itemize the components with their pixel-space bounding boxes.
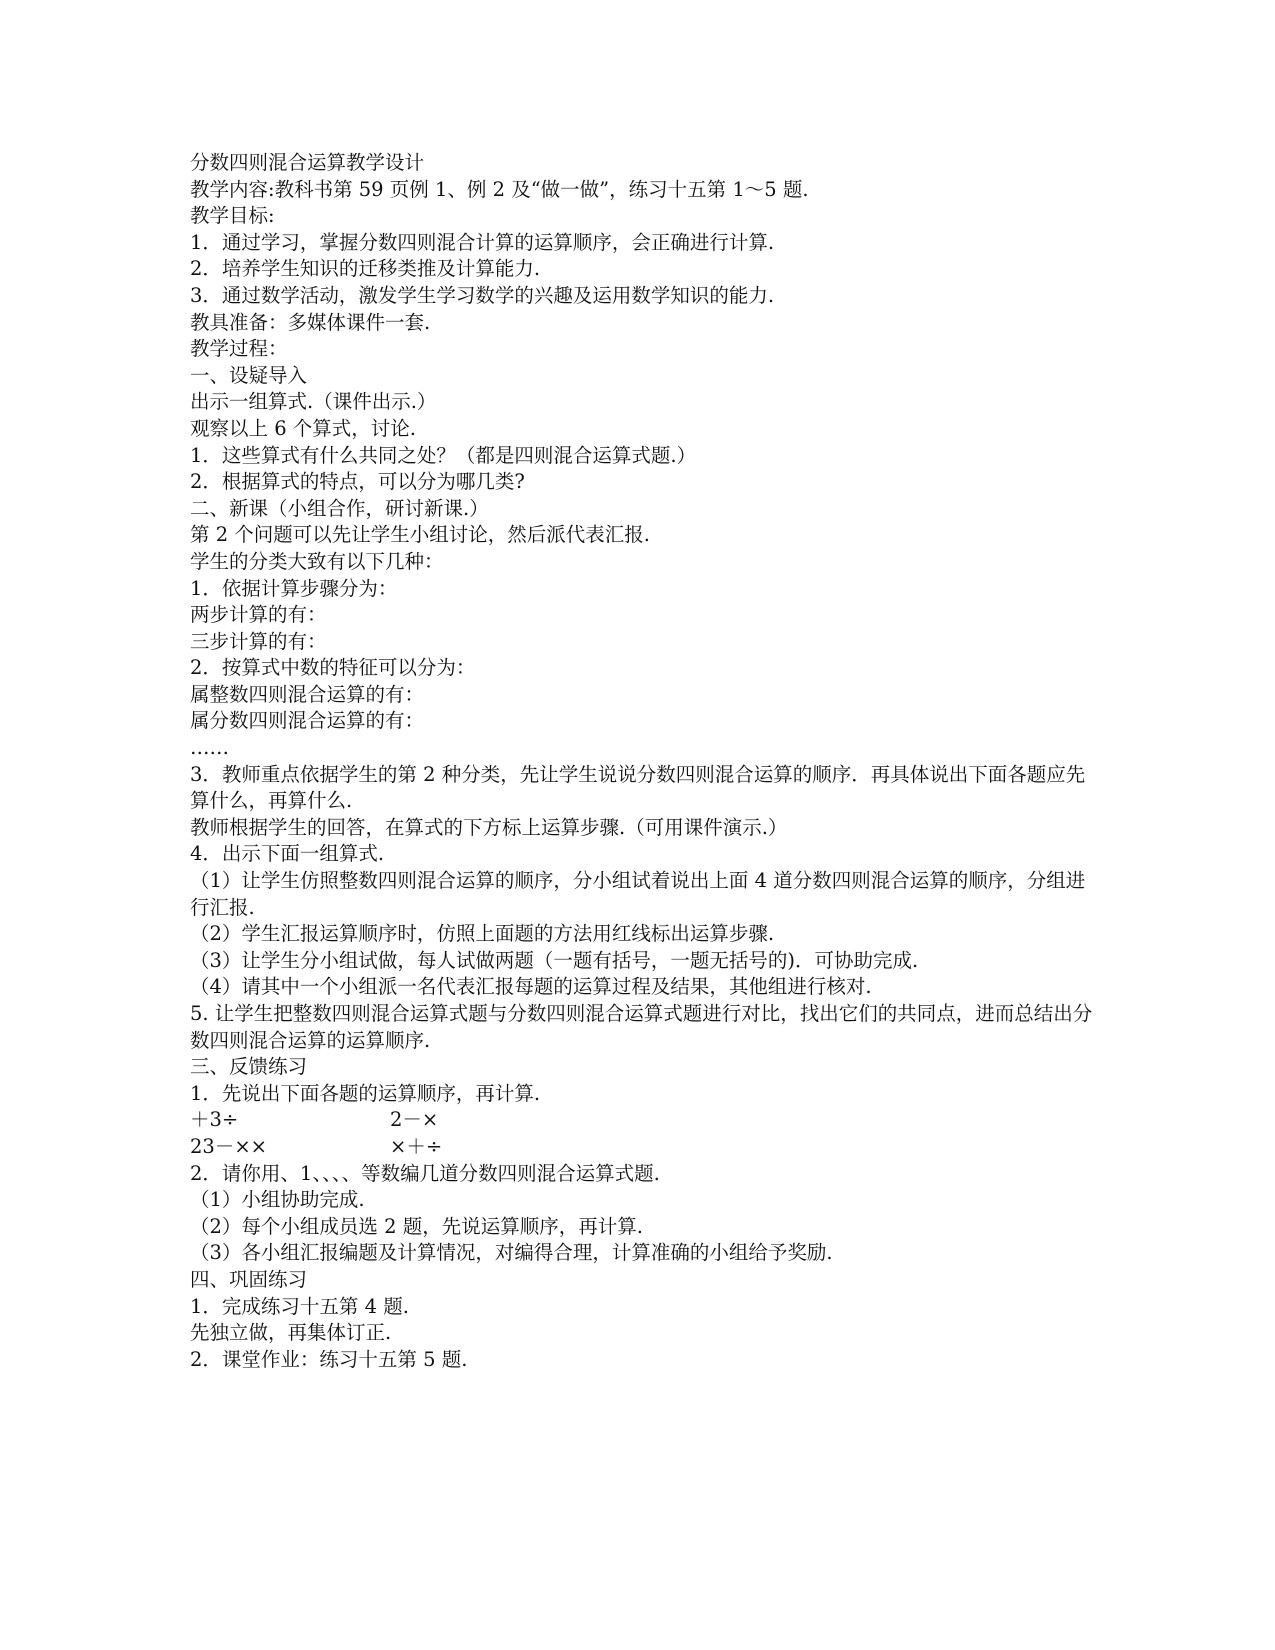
document-body <box>190 150 1095 1373</box>
formula-row <box>190 1107 1095 1134</box>
formula: ＋3÷ <box>190 1108 239 1132</box>
section-heading-1: 一、设疑导入 <box>190 363 308 387</box>
document-title: 分数四则混合运算教学设计 <box>190 151 425 174</box>
sub-item: （2）每个小组成员选 2 题，先说运算顺序，再计算. <box>190 1214 643 1238</box>
formula: ×＋÷ <box>390 1134 443 1158</box>
list-item: 2．按算式中数的特征可以分为： <box>190 656 476 680</box>
ellipsis: …… <box>190 736 229 760</box>
list-item: 1．完成练习十五第 4 题. <box>190 1294 409 1318</box>
goal-item: 2．培养学生知识的迁移类推及计算能力. <box>190 257 541 281</box>
list-item: 2．课堂作业：练习十五第 5 题. <box>190 1347 468 1371</box>
sub-item: （1）小组协助完成. <box>190 1188 365 1212</box>
list-item: 4．出示下面一组算式. <box>190 842 385 866</box>
list-item: 1．先说出下面各题的运算顺序，再计算. <box>190 1081 541 1105</box>
section-heading-3: 三、反馈练习 <box>190 1055 308 1079</box>
list-item: 三步计算的有： <box>190 629 327 653</box>
paragraph: 出示一组算式.（课件出示.） <box>190 390 437 414</box>
teaching-tools: 教具准备：多媒体课件一套. <box>190 310 431 334</box>
paragraph: 第 2 个问题可以先让学生小组讨论，然后派代表汇报. <box>190 523 651 547</box>
paragraph: 3．教师重点依据学生的第 2 种分类，先让学生说说分数四则混合运算的顺序．再具体说出下面各题应先算什么，再算什么. <box>190 762 1086 813</box>
list-item: 1．依据计算步骤分为： <box>190 576 398 600</box>
process-heading: 教学过程： <box>190 337 288 361</box>
formula-row <box>190 1134 1095 1161</box>
paragraph: 先独立做，再集体订正. <box>190 1321 392 1345</box>
list-item: 2．请你用、1、、、、等数编几道分数四则混合运算式题. <box>190 1161 660 1185</box>
list-item: 两步计算的有： <box>190 603 327 627</box>
section-heading-4: 四、巩固练习 <box>190 1267 308 1291</box>
question-item: 2．根据算式的特点，可以分为哪几类? <box>190 470 525 494</box>
paragraph: 5. 让学生把整数四则混合运算式题与分数四则混合运算式题进行对比，找出它们的共同点，进而总结出分数四则混合运算的运算顺序. <box>190 1002 1093 1052</box>
sub-item: （3）让学生分小组试做，每人试做两题（一题有括号，一题无括号的)．可协助完成. <box>190 948 919 972</box>
goal-item: 1．通过学习，掌握分数四则混合计算的运算顺序，会正确进行计算. <box>190 230 775 254</box>
list-item: 属整数四则混合运算的有： <box>190 682 425 706</box>
teaching-content: 教学内容:教科书第 59 页例 1、例 2 及“做一做”，练习十五第 1～5 题. <box>190 177 809 201</box>
paragraph: 观察以上 6 个算式，讨论. <box>190 416 417 440</box>
paragraph: 教师根据学生的回答，在算式的下方标上运算步骤.（可用课件演示.） <box>190 815 788 839</box>
sub-item: （3）各小组汇报编题及计算情况，对编得合理，计算准确的小组给予奖励. <box>190 1241 833 1265</box>
sub-item: （1）让学生仿照整数四则混合运算的顺序，分小组试着说出上面 4 道分数四则混合运算的顺序，分组进行汇报. <box>190 869 1086 919</box>
formula: 23－×× <box>190 1134 267 1158</box>
sub-item: （4）请其中一个小组派一名代表汇报每题的运算过程及结果，其他组进行核对. <box>190 975 872 999</box>
sub-item: （2）学生汇报运算顺序时，仿照上面题的方法用红线标出运算步骤. <box>190 922 775 946</box>
question-item: 1．这些算式有什么共同之处？（都是四则混合运算式题.） <box>190 443 697 467</box>
goal-item: 3．通过数学活动，激发学生学习数学的兴趣及运用数学知识的能力. <box>190 283 775 307</box>
goals-heading: 教学目标: <box>190 204 275 228</box>
paragraph: 学生的分类大致有以下几种： <box>190 549 444 573</box>
section-heading-2: 二、新课（小组合作，研讨新课.） <box>190 496 489 520</box>
list-item: 属分数四则混合运算的有： <box>190 709 425 733</box>
formula: 2－× <box>390 1108 439 1132</box>
